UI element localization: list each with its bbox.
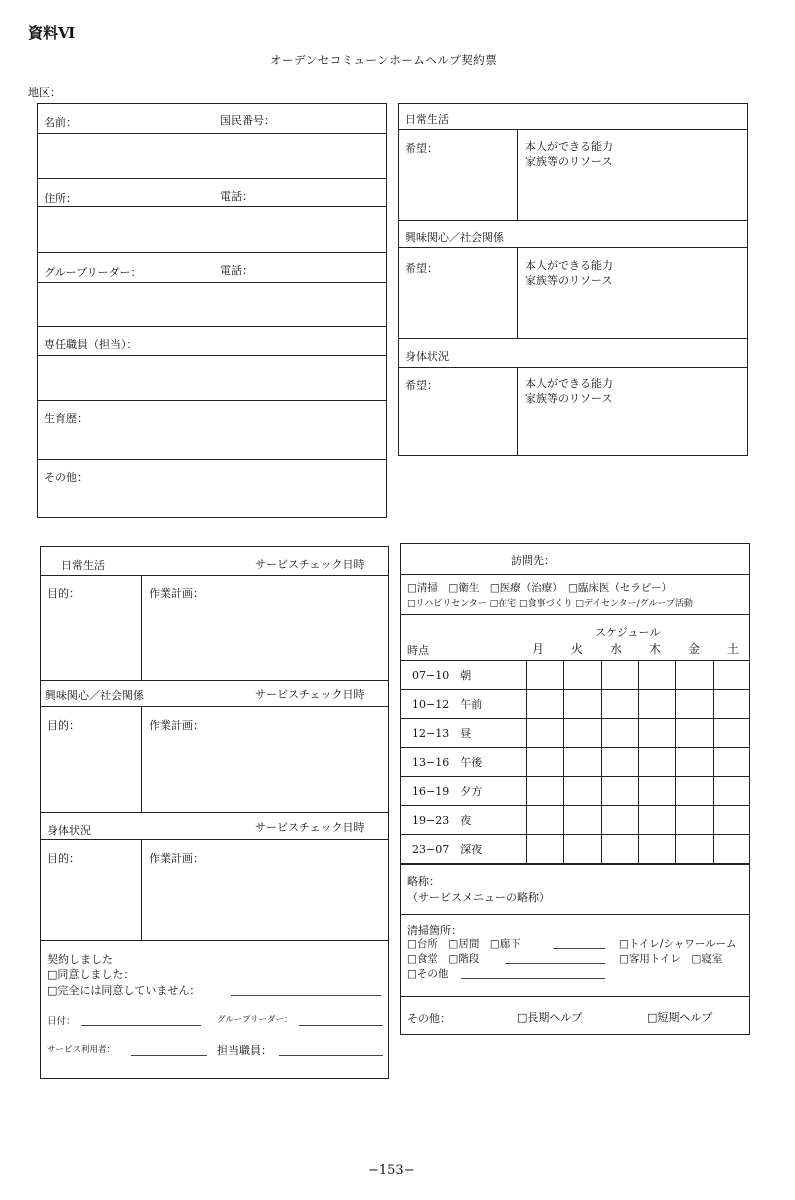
history-label: 生育歴： bbox=[44, 412, 88, 425]
time-slot-label: 13−16 午後 bbox=[400, 748, 526, 777]
not-agreed-line[interactable] bbox=[231, 984, 381, 996]
appendix-label: 資料Ⅵ bbox=[28, 24, 76, 42]
staff-line[interactable] bbox=[279, 1044, 383, 1056]
cleaning-options-1b[interactable]: □トイレ/シャワールーム bbox=[619, 938, 737, 950]
cleaning-options-2[interactable]: □食堂 □階段 bbox=[407, 953, 480, 965]
plan-goal-label-3: 目的： bbox=[47, 852, 80, 865]
day-tue: 火 bbox=[571, 642, 584, 656]
visit-options-1[interactable]: □清掃 □衛生 □医療（治療） □臨床医（セラピー） bbox=[407, 582, 673, 594]
schedule-cell[interactable] bbox=[676, 690, 713, 719]
assess-wish-label: 希望： bbox=[405, 142, 438, 155]
schedule-row bbox=[400, 719, 750, 748]
schedule-cell[interactable] bbox=[676, 748, 713, 777]
schedule-cell[interactable] bbox=[638, 719, 675, 748]
service-user-line[interactable] bbox=[131, 1044, 207, 1056]
cleaning-options-2b[interactable]: □客用トイレ □寝室 bbox=[619, 953, 723, 965]
cleaning-line-3 bbox=[461, 967, 605, 979]
schedule-cell[interactable] bbox=[713, 835, 750, 864]
assess-ability-3b: 家族等のリソース bbox=[525, 392, 613, 405]
schedule-cell[interactable] bbox=[601, 690, 638, 719]
schedule-cell[interactable] bbox=[676, 661, 713, 690]
time-slot-label: 23−07 深夜 bbox=[400, 835, 526, 864]
assess-wish-label-2: 希望： bbox=[405, 262, 438, 275]
plan-service-check-2: サービスチェック日時 bbox=[255, 688, 365, 701]
plan-physical-label: 身体状況 bbox=[47, 824, 91, 837]
schedule-label: スケジュール bbox=[595, 626, 661, 639]
day-mon: 月 bbox=[532, 642, 545, 656]
schedule-cell[interactable] bbox=[676, 777, 713, 806]
time-slot-label: 16−19 夕方 bbox=[400, 777, 526, 806]
schedule-cell[interactable] bbox=[564, 806, 601, 835]
staff-label: 専任職員（担当）： bbox=[44, 338, 138, 351]
short-term-checkbox[interactable]: □短期ヘルプ bbox=[647, 1011, 713, 1024]
schedule-cell[interactable] bbox=[601, 806, 638, 835]
plan-daily-life-label: 日常生活 bbox=[61, 559, 105, 572]
schedule-cell[interactable] bbox=[526, 661, 563, 690]
plan-service-check-3: サービスチェック日時 bbox=[255, 821, 365, 834]
cleaning-options-1[interactable]: □台所 □居間 □廊下 bbox=[407, 938, 521, 950]
time-slot-label: 19−23 夜 bbox=[400, 806, 526, 835]
schedule-table bbox=[400, 660, 750, 864]
time-slot-label: 12−13 昼 bbox=[400, 719, 526, 748]
assess-ability-3a: 本人ができる能力 bbox=[525, 377, 613, 390]
schedule-cell[interactable] bbox=[526, 748, 563, 777]
schedule-row bbox=[400, 661, 750, 690]
address-label: 住所： bbox=[44, 192, 77, 205]
personal-info-box bbox=[37, 103, 387, 518]
schedule-row bbox=[400, 777, 750, 806]
assess-ability-2a: 本人ができる能力 bbox=[525, 259, 613, 272]
schedule-cell[interactable] bbox=[638, 661, 675, 690]
plan-staff-label: 担当職員： bbox=[217, 1044, 272, 1057]
plan-group-leader-label: グループリーダー： bbox=[217, 1015, 293, 1025]
plan-service-check-1: サービスチェック日時 bbox=[255, 558, 365, 571]
assess-ability-1b: 家族等のリソース bbox=[525, 155, 613, 168]
schedule-row bbox=[400, 748, 750, 777]
schedule-cell[interactable] bbox=[526, 777, 563, 806]
cleaning-label: 清掃箇所： bbox=[407, 924, 462, 937]
schedule-row bbox=[400, 835, 750, 864]
schedule-cell[interactable] bbox=[713, 661, 750, 690]
assess-ability-2b: 家族等のリソース bbox=[525, 274, 613, 287]
assess-interests-label: 興味関心／社会関係 bbox=[405, 231, 504, 244]
schedule-cell[interactable] bbox=[564, 719, 601, 748]
phone-label: 電話： bbox=[220, 190, 253, 203]
schedule-cell[interactable] bbox=[638, 777, 675, 806]
page-number: −153− bbox=[368, 1163, 415, 1178]
abbrev-note: （サービスメニューの略称） bbox=[407, 891, 550, 904]
cleaning-line-2 bbox=[505, 952, 605, 964]
day-thu: 木 bbox=[649, 642, 662, 656]
national-id-label: 国民番号： bbox=[220, 114, 275, 127]
schedule-cell[interactable] bbox=[713, 777, 750, 806]
plan-goal-label-1: 目的： bbox=[47, 587, 80, 600]
plan-goal-label-2: 目的： bbox=[47, 719, 80, 732]
schedule-cell[interactable] bbox=[713, 806, 750, 835]
assess-wish-label-3: 希望： bbox=[405, 379, 438, 392]
schedule-cell[interactable] bbox=[713, 690, 750, 719]
assessment-box bbox=[398, 103, 748, 456]
not-fully-agreed-checkbox[interactable]: □完全には同意していません： bbox=[47, 984, 201, 997]
visit-box bbox=[400, 543, 750, 1035]
service-user-label: サービス利用者： bbox=[47, 1045, 116, 1055]
schedule-cell[interactable] bbox=[564, 690, 601, 719]
schedule-cell[interactable] bbox=[601, 661, 638, 690]
schedule-cell[interactable] bbox=[526, 806, 563, 835]
form-title: オーデンセコミューンホームヘルプ契約票 bbox=[270, 53, 498, 67]
cleaning-line-1 bbox=[553, 937, 605, 949]
date-line[interactable] bbox=[81, 1014, 201, 1026]
time-slot-label: 10−12 午前 bbox=[400, 690, 526, 719]
name-label: 名前： bbox=[44, 116, 77, 129]
schedule-cell[interactable] bbox=[601, 835, 638, 864]
schedule-cell[interactable] bbox=[564, 777, 601, 806]
other-label: その他： bbox=[44, 471, 88, 484]
schedule-cell[interactable] bbox=[526, 719, 563, 748]
plan-work-label-3: 作業計画： bbox=[149, 852, 204, 865]
schedule-cell[interactable] bbox=[564, 748, 601, 777]
assess-physical-label: 身体状況 bbox=[405, 350, 449, 363]
schedule-cell[interactable] bbox=[713, 748, 750, 777]
schedule-cell[interactable] bbox=[601, 719, 638, 748]
assess-daily-life-label: 日常生活 bbox=[405, 113, 449, 126]
visit-other-label: その他： bbox=[407, 1012, 451, 1025]
date-label: 日付： bbox=[47, 1016, 76, 1027]
long-term-checkbox[interactable]: □長期ヘルプ bbox=[517, 1011, 583, 1024]
day-sat: 土 bbox=[727, 642, 740, 656]
abbrev-label: 略称： bbox=[407, 875, 440, 888]
schedule-cell[interactable] bbox=[638, 806, 675, 835]
group-leader-label: グループリーダー： bbox=[44, 266, 142, 279]
visit-to-label: 訪問先： bbox=[511, 554, 555, 567]
plan-interests-label: 興味関心／社会関係 bbox=[45, 689, 144, 702]
schedule-cell[interactable] bbox=[638, 690, 675, 719]
cleaning-options-3[interactable]: □その他 bbox=[407, 968, 449, 980]
service-plan-box bbox=[40, 546, 389, 1079]
agreed-checkbox[interactable]: □同意しました： bbox=[47, 968, 135, 981]
schedule-cell[interactable] bbox=[638, 748, 675, 777]
phone2-label: 電話： bbox=[220, 264, 253, 277]
schedule-cell[interactable] bbox=[601, 748, 638, 777]
day-wed: 水 bbox=[610, 642, 623, 656]
visit-options-2[interactable]: □リハビリセンター □在宅 □食事づくり □デイセンター/グループ活動 bbox=[407, 599, 693, 609]
schedule-cell[interactable] bbox=[676, 806, 713, 835]
day-fri: 金 bbox=[688, 642, 701, 656]
assess-ability-1a: 本人ができる能力 bbox=[525, 140, 613, 153]
schedule-row bbox=[400, 690, 750, 719]
plan-work-label-1: 作業計画： bbox=[149, 587, 204, 600]
schedule-cell[interactable] bbox=[676, 719, 713, 748]
schedule-cell[interactable] bbox=[601, 777, 638, 806]
plan-work-label-2: 作業計画： bbox=[149, 719, 204, 732]
schedule-cell[interactable] bbox=[564, 835, 601, 864]
schedule-cell[interactable] bbox=[526, 835, 563, 864]
schedule-cell[interactable] bbox=[676, 835, 713, 864]
area-label: 地区： bbox=[28, 86, 61, 99]
schedule-cell[interactable] bbox=[713, 719, 750, 748]
schedule-row bbox=[400, 806, 750, 835]
contract-title: 契約しました bbox=[47, 953, 113, 966]
schedule-cell[interactable] bbox=[564, 661, 601, 690]
schedule-cell[interactable] bbox=[638, 835, 675, 864]
time-slot-label: 07−10 朝 bbox=[400, 661, 526, 690]
time-label: 時点 bbox=[407, 644, 429, 657]
schedule-cell[interactable] bbox=[526, 690, 563, 719]
group-leader-line[interactable] bbox=[299, 1014, 383, 1026]
